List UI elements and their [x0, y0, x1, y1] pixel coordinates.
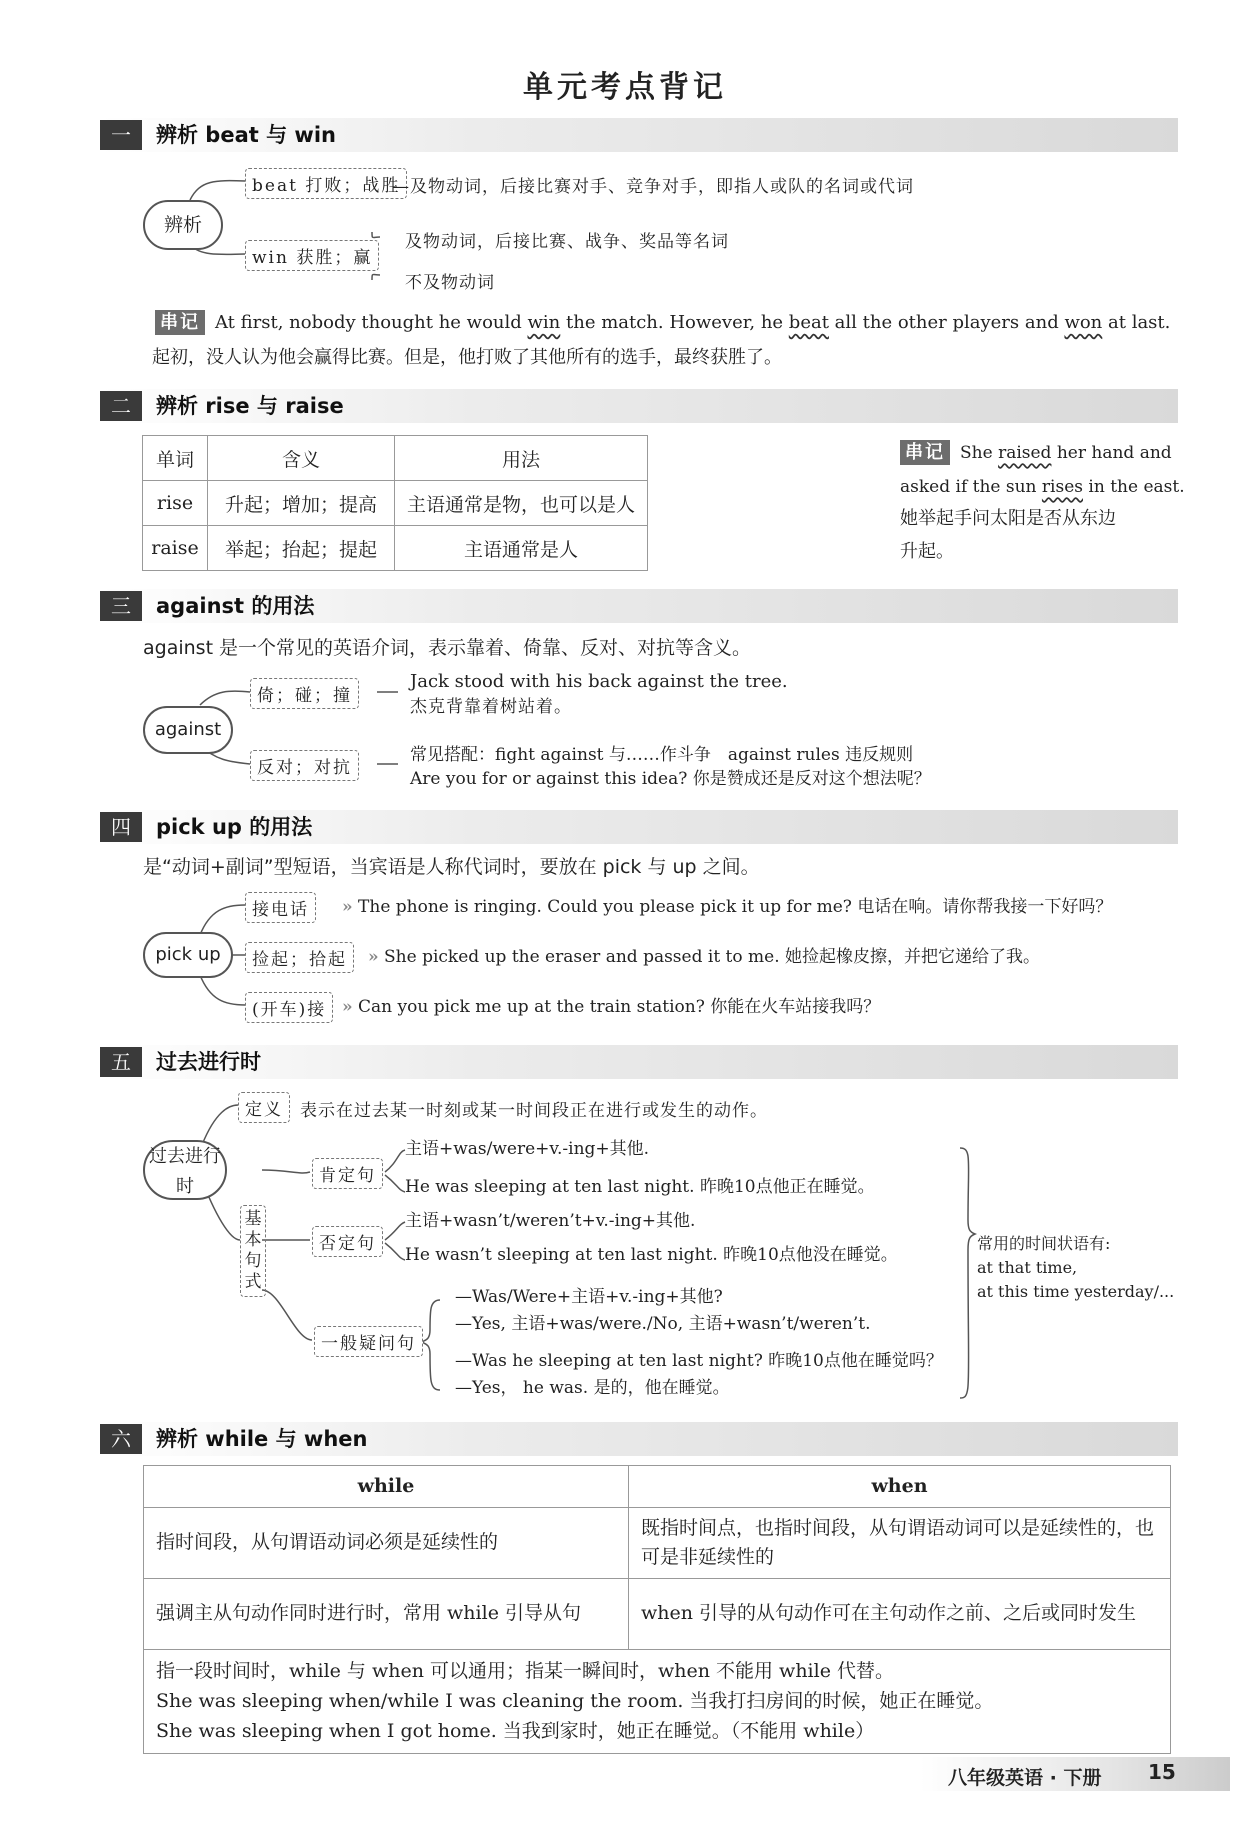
table-note-cell	[144, 1649, 1171, 1753]
branch-beat: beat 打败；战胜	[245, 168, 407, 199]
rise-raise-note-line2: asked if the sun rises in the east.	[900, 477, 1185, 497]
footer-label: 八年级英语 · 下册	[948, 1767, 1102, 1789]
note-line: 指一段时间时，while 与 when 可以通用；指某一瞬间时，when 不能用 while 代替。	[156, 1659, 894, 1682]
section-header-2	[100, 389, 1178, 423]
branch-definition: 定义	[238, 1092, 290, 1123]
question-pattern: —Was/Were+主语+v.-ing+其他?	[455, 1287, 723, 1307]
mind-map-root: against	[143, 706, 233, 754]
answer-pattern: —Yes, 主语+was/were./No, 主语+wasn’t/weren’t.	[455, 1314, 871, 1334]
section-title: 辨析 beat 与 win	[156, 123, 336, 147]
pickup-intro: 是“动词+副词”型短语，当宾语是人称代词时，要放在 pick 与 up 之间。	[143, 856, 760, 878]
page-title: 单元考点背记	[523, 70, 727, 105]
table-cell: 主语通常是人	[395, 526, 648, 571]
table-header: when	[629, 1466, 1171, 1508]
memo-tag: 串记	[155, 310, 205, 335]
section-title: 过去进行时	[156, 1050, 261, 1074]
section-number: 六	[100, 1424, 142, 1454]
table-cell: 既指时间点，也指时间段，从句谓语动词可以是延续性的，也可是非延续性的	[629, 1507, 1171, 1578]
negative-example: He wasn’t sleeping at ten last night. 昨晚10点他没在睡觉。	[405, 1245, 898, 1265]
pick-up-example: » She picked up the eraser and passed it to me. 她捡起橡皮擦，并把它递给了我。	[368, 947, 1041, 967]
branch-general-question: 一般疑问句	[314, 1326, 423, 1357]
time-adverbials-label: 常用的时间状语有:	[977, 1234, 1111, 1253]
time-adverbial-1: at that time,	[977, 1258, 1078, 1277]
table-row	[143, 526, 648, 571]
rise-raise-note-zh2: 升起。	[900, 541, 954, 562]
oppose-example: Are you for or against this idea? 你是赞成还是反对这个想法呢？	[410, 769, 931, 789]
table-cell: rise	[143, 481, 208, 526]
win-description-1: 及物动词，后接比赛、战争、奖品等名词	[405, 232, 729, 252]
table-header: while	[144, 1466, 629, 1508]
while-when-table	[143, 1465, 1171, 1754]
branch-affirmative: 肯定句	[312, 1158, 383, 1189]
section-header-5	[100, 1045, 1178, 1079]
mind-map-root: 辨析	[143, 200, 223, 250]
table-row	[144, 1578, 1171, 1649]
example-sentence-zh: 起初，没人认为他会赢得比赛。但是，他打败了其他所有的选手，最终获胜了。	[152, 347, 782, 368]
section-number: 四	[100, 812, 142, 842]
mind-map-root: 过去进行时	[143, 1140, 227, 1200]
answer-example: —Yes， he was. 是的，他在睡觉。	[455, 1378, 730, 1398]
section-number: 二	[100, 391, 142, 421]
table-header-row	[144, 1466, 1171, 1508]
negative-pattern: 主语+wasn’t/weren’t+v.-ing+其他.	[405, 1211, 696, 1231]
table-header: 含义	[208, 436, 395, 481]
branch-basic-patterns: 基本句式	[240, 1205, 266, 1297]
table-cell: 指时间段，从句谓语动词必须是延续性的	[144, 1507, 629, 1578]
beat-description: —及物动词，后接比赛对手、竞争对手，即指人或队的名词或代词	[392, 177, 914, 197]
question-example: —Was he sleeping at ten last night? 昨晚10点他在睡觉吗？	[455, 1351, 943, 1371]
branch-oppose: 反对；对抗	[250, 750, 359, 781]
branch-drive-pick-up: (开车)接	[245, 992, 333, 1023]
note-line: She was sleeping when/while I was cleaning the room. 当我打扫房间的时候，她正在睡觉。	[156, 1689, 994, 1712]
definition-text: 表示在过去某一时刻或某一时间段正在进行或发生的动作。	[300, 1101, 768, 1121]
win-description-2: 不及物动词	[405, 273, 495, 293]
branch-lean: 倚；碰；撞	[250, 678, 359, 709]
section-title: 辨析 while 与 when	[156, 1427, 368, 1451]
section-title: against 的用法	[156, 594, 315, 618]
page-number: 15	[1148, 1760, 1176, 1784]
table-cell: 举起；抬起；提起	[208, 526, 395, 571]
mind-map-root: pick up	[143, 932, 233, 978]
branch-pick-up: 捡起；拾起	[245, 942, 354, 973]
affirmative-example: He was sleeping at ten last night. 昨晚10点他正在睡觉。	[405, 1177, 875, 1197]
section-title: 辨析 rise 与 raise	[156, 394, 344, 418]
time-adverbial-2: at this time yesterday/...	[977, 1282, 1175, 1301]
oppose-collocation: 常见搭配：fight against 与……作斗争 against rules 违反规则	[410, 745, 914, 765]
rise-raise-table	[142, 435, 648, 571]
example-sentence-en: 串记 At first, nobody thought he would win the match. However, he beat all the other players and won at last.	[155, 310, 1170, 335]
lean-example-en: Jack stood with his back against the tree.	[410, 671, 788, 692]
table-header: 用法	[395, 436, 648, 481]
section-title: pick up 的用法	[156, 815, 313, 839]
table-header-row	[143, 436, 648, 481]
drive-pick-up-example: » Can you pick me up at the train station? 你能在火车站接我吗？	[342, 997, 881, 1017]
affirmative-pattern: 主语+was/were+v.-ing+其他.	[405, 1139, 650, 1159]
branch-negative: 否定句	[312, 1226, 383, 1257]
table-cell: when 引导的从句动作可在主句动作之前、之后或同时发生	[629, 1578, 1171, 1649]
note-line: She was sleeping when I got home. 当我到家时，她正在睡觉。（不能用 while）	[156, 1720, 875, 1743]
table-cell: 主语通常是物，也可以是人	[395, 481, 648, 526]
against-intro: against 是一个常见的英语介词，表示靠着、倚靠、反对、对抗等含义。	[143, 637, 752, 659]
section-number: 三	[100, 591, 142, 621]
section-header-6	[100, 1422, 1178, 1456]
rise-raise-note-zh1: 她举起手问太阳是否从东边	[900, 508, 1116, 529]
memo-tag: 串记	[900, 440, 950, 465]
section-number: 一	[100, 120, 142, 150]
answer-phone-example: » The phone is ringing. Could you please pick it up for me? 电话在响。请你帮我接一下好吗？	[342, 897, 1113, 917]
branch-answer-phone: 接电话	[245, 892, 316, 923]
table-header: 单词	[143, 436, 208, 481]
table-note-row	[144, 1649, 1171, 1753]
branch-win: win 获胜；赢	[245, 240, 379, 271]
table-cell: raise	[143, 526, 208, 571]
section-number: 五	[100, 1047, 142, 1077]
lean-example-zh: 杰克背靠着树站着。	[410, 697, 572, 717]
table-row	[143, 481, 648, 526]
table-cell: 升起；增加；提高	[208, 481, 395, 526]
section-header-4	[100, 810, 1178, 844]
rise-raise-note-line1: 串记 She raised her hand and	[900, 440, 1172, 465]
table-row	[144, 1507, 1171, 1578]
section-header-3	[100, 589, 1178, 623]
table-cell: 强调主从句动作同时进行时，常用 while 引导从句	[144, 1578, 629, 1649]
section-header-1	[100, 118, 1178, 152]
